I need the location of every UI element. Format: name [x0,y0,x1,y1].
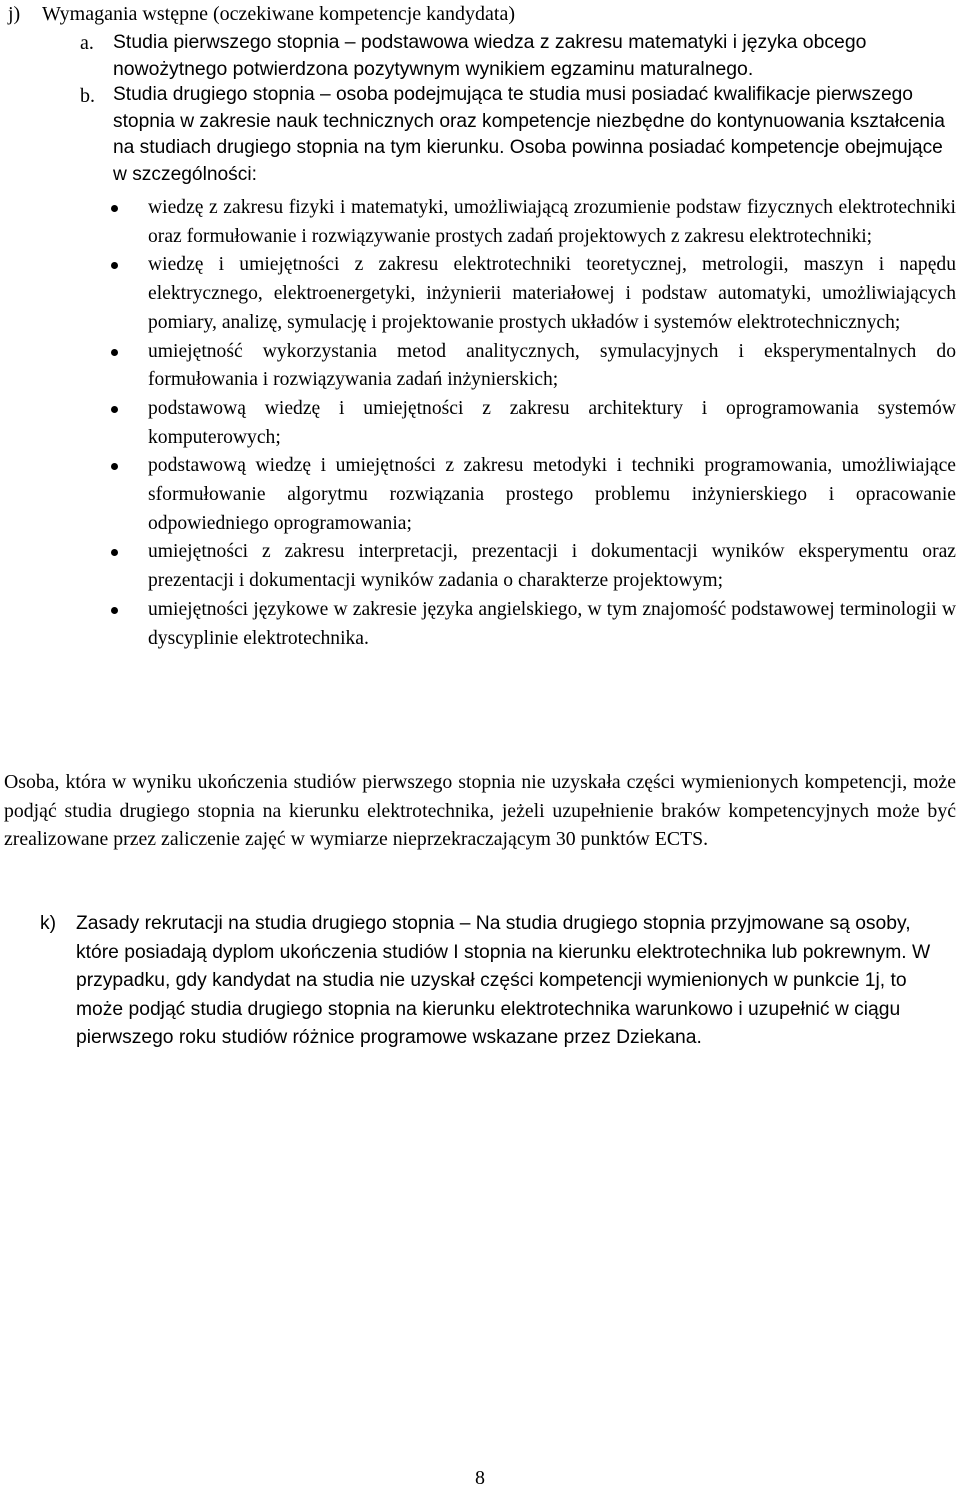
competency-list-item [113,251,956,337]
requirement-item-b [80,82,956,188]
item-b-text: Studia drugiego stopnia – osoba podejmująca te studia musi posiadać kwalifikacje pierwszego stopnia w zakresie nauk technicznych oraz kompetencje niezbędne do kontynuowania kształcenia na studiach drugiego stopnia na tym kierunku. Osoba powinna posiadać kompetencje obejmujące w szczególności: [113,84,945,185]
competency-text: wiedzę i umiejętności z zakresu elektrotechniki teoretycznej, metrologii, maszyn i napędu elektrycznego, elektroenergetyki, inżynierii materiałowej i podstaw automatyki, umożliwiających pomiary, analizę, symulację i projektowanie prostych układów i systemów elektrotechnicznych; [148,254,956,333]
requirement-item-a [80,29,956,82]
competency-list-item [113,538,956,595]
section-j-title: Wymagania wstępne (oczekiwane kompetencje kandydata) [42,3,516,25]
bullet-dot-icon [111,463,118,470]
competency-text: wiedzę z zakresu fizyki i matematyki, umożliwiającą zrozumienie podstaw fizycznych elektrotechniki oraz formułowanie i rozwiązywanie prostych zadań projektowych z zakresu elektrotechniki; [148,197,956,247]
section-k-text: Zasady rekrutacji na studia drugiego stopnia – Na studia drugiego stopnia przyjmowane są osoby, które posiadają dyplom ukończenia studiów I stopnia na kierunku elektrotechnika lub pokrewnym. W przypadku, gdy kandydat na studia nie uzyskał części kompetencji wymienionych w punkcie 1j, to może podjąć studia drugiego stopnia na kierunku elektrotechnika warunkowo i uzupełnić w ciągu pierwszego roku studiów różnice programowe wskazane przez Dziekana. [76,913,931,1049]
competency-text: podstawową wiedzę i umiejętności z zakresu metodyki i techniki programowania, umożliwiające sformułowanie algorytmu rozwiązania prostego problemu inżynierskiego i opracowanie odpowiedniego oprogramowania; [148,455,956,534]
section-j-heading [8,0,948,29]
competency-list-item [113,596,956,653]
bullet-dot-icon [111,262,118,269]
supplement-paragraph: Osoba, która w wyniku ukończenia studiów pierwszego stopnia nie uzyskała części wymienionych kompetencji, może podjąć studia drugiego stopnia na kierunku elektrotechnika, jeżeli uzupełnienie braków kompetencyjnych może być zrealizowane przez zaliczenie zajęć w wymiarze nieprzekraczającym 30 punktów ECTS. [4,771,956,851]
section-k [40,910,940,1053]
item-b-marker: b. [80,85,95,107]
competency-list-item [113,452,956,538]
page-number: 8 [475,1467,485,1489]
item-a-text: Studia pierwszego stopnia – podstawowa wiedza z zakresu matematyki i języka obcego nowożytnego potwierdzona pozytywnym wynikiem egzaminu maturalnego. [113,31,867,80]
competency-list-item [113,194,956,251]
competency-text: umiejętności językowe w zakresie języka angielskiego, w tym znajomość podstawowej terminologii w dyscyplinie elektrotechnika. [148,598,956,649]
bullet-dot-icon [111,607,118,614]
bullet-dot-icon [111,205,118,212]
competency-list-item [113,338,956,395]
competency-text: umiejętności z zakresu interpretacji, prezentacji i dokumentacji wyników eksperymentu oraz prezentacji i dokumentacji wyników zadania o charakterze projektowym; [148,541,956,592]
competency-text: podstawową wiedzę i umiejętności z zakresu architektury i oprogramowania systemów komputerowych; [148,397,956,448]
bullet-dot-icon [111,406,118,413]
competency-list-item [113,395,956,452]
bullet-dot-icon [111,349,118,356]
competency-list [113,194,956,653]
competency-text: umiejętność wykorzystania metod analitycznych, symulacyjnych i eksperymentalnych do formułowania i rozwiązywania zadań inżynierskich; [148,340,956,391]
bullet-dot-icon [111,549,118,556]
section-j-marker: j) [8,3,21,25]
section-k-marker: k) [40,913,57,934]
item-a-marker: a. [80,32,94,54]
